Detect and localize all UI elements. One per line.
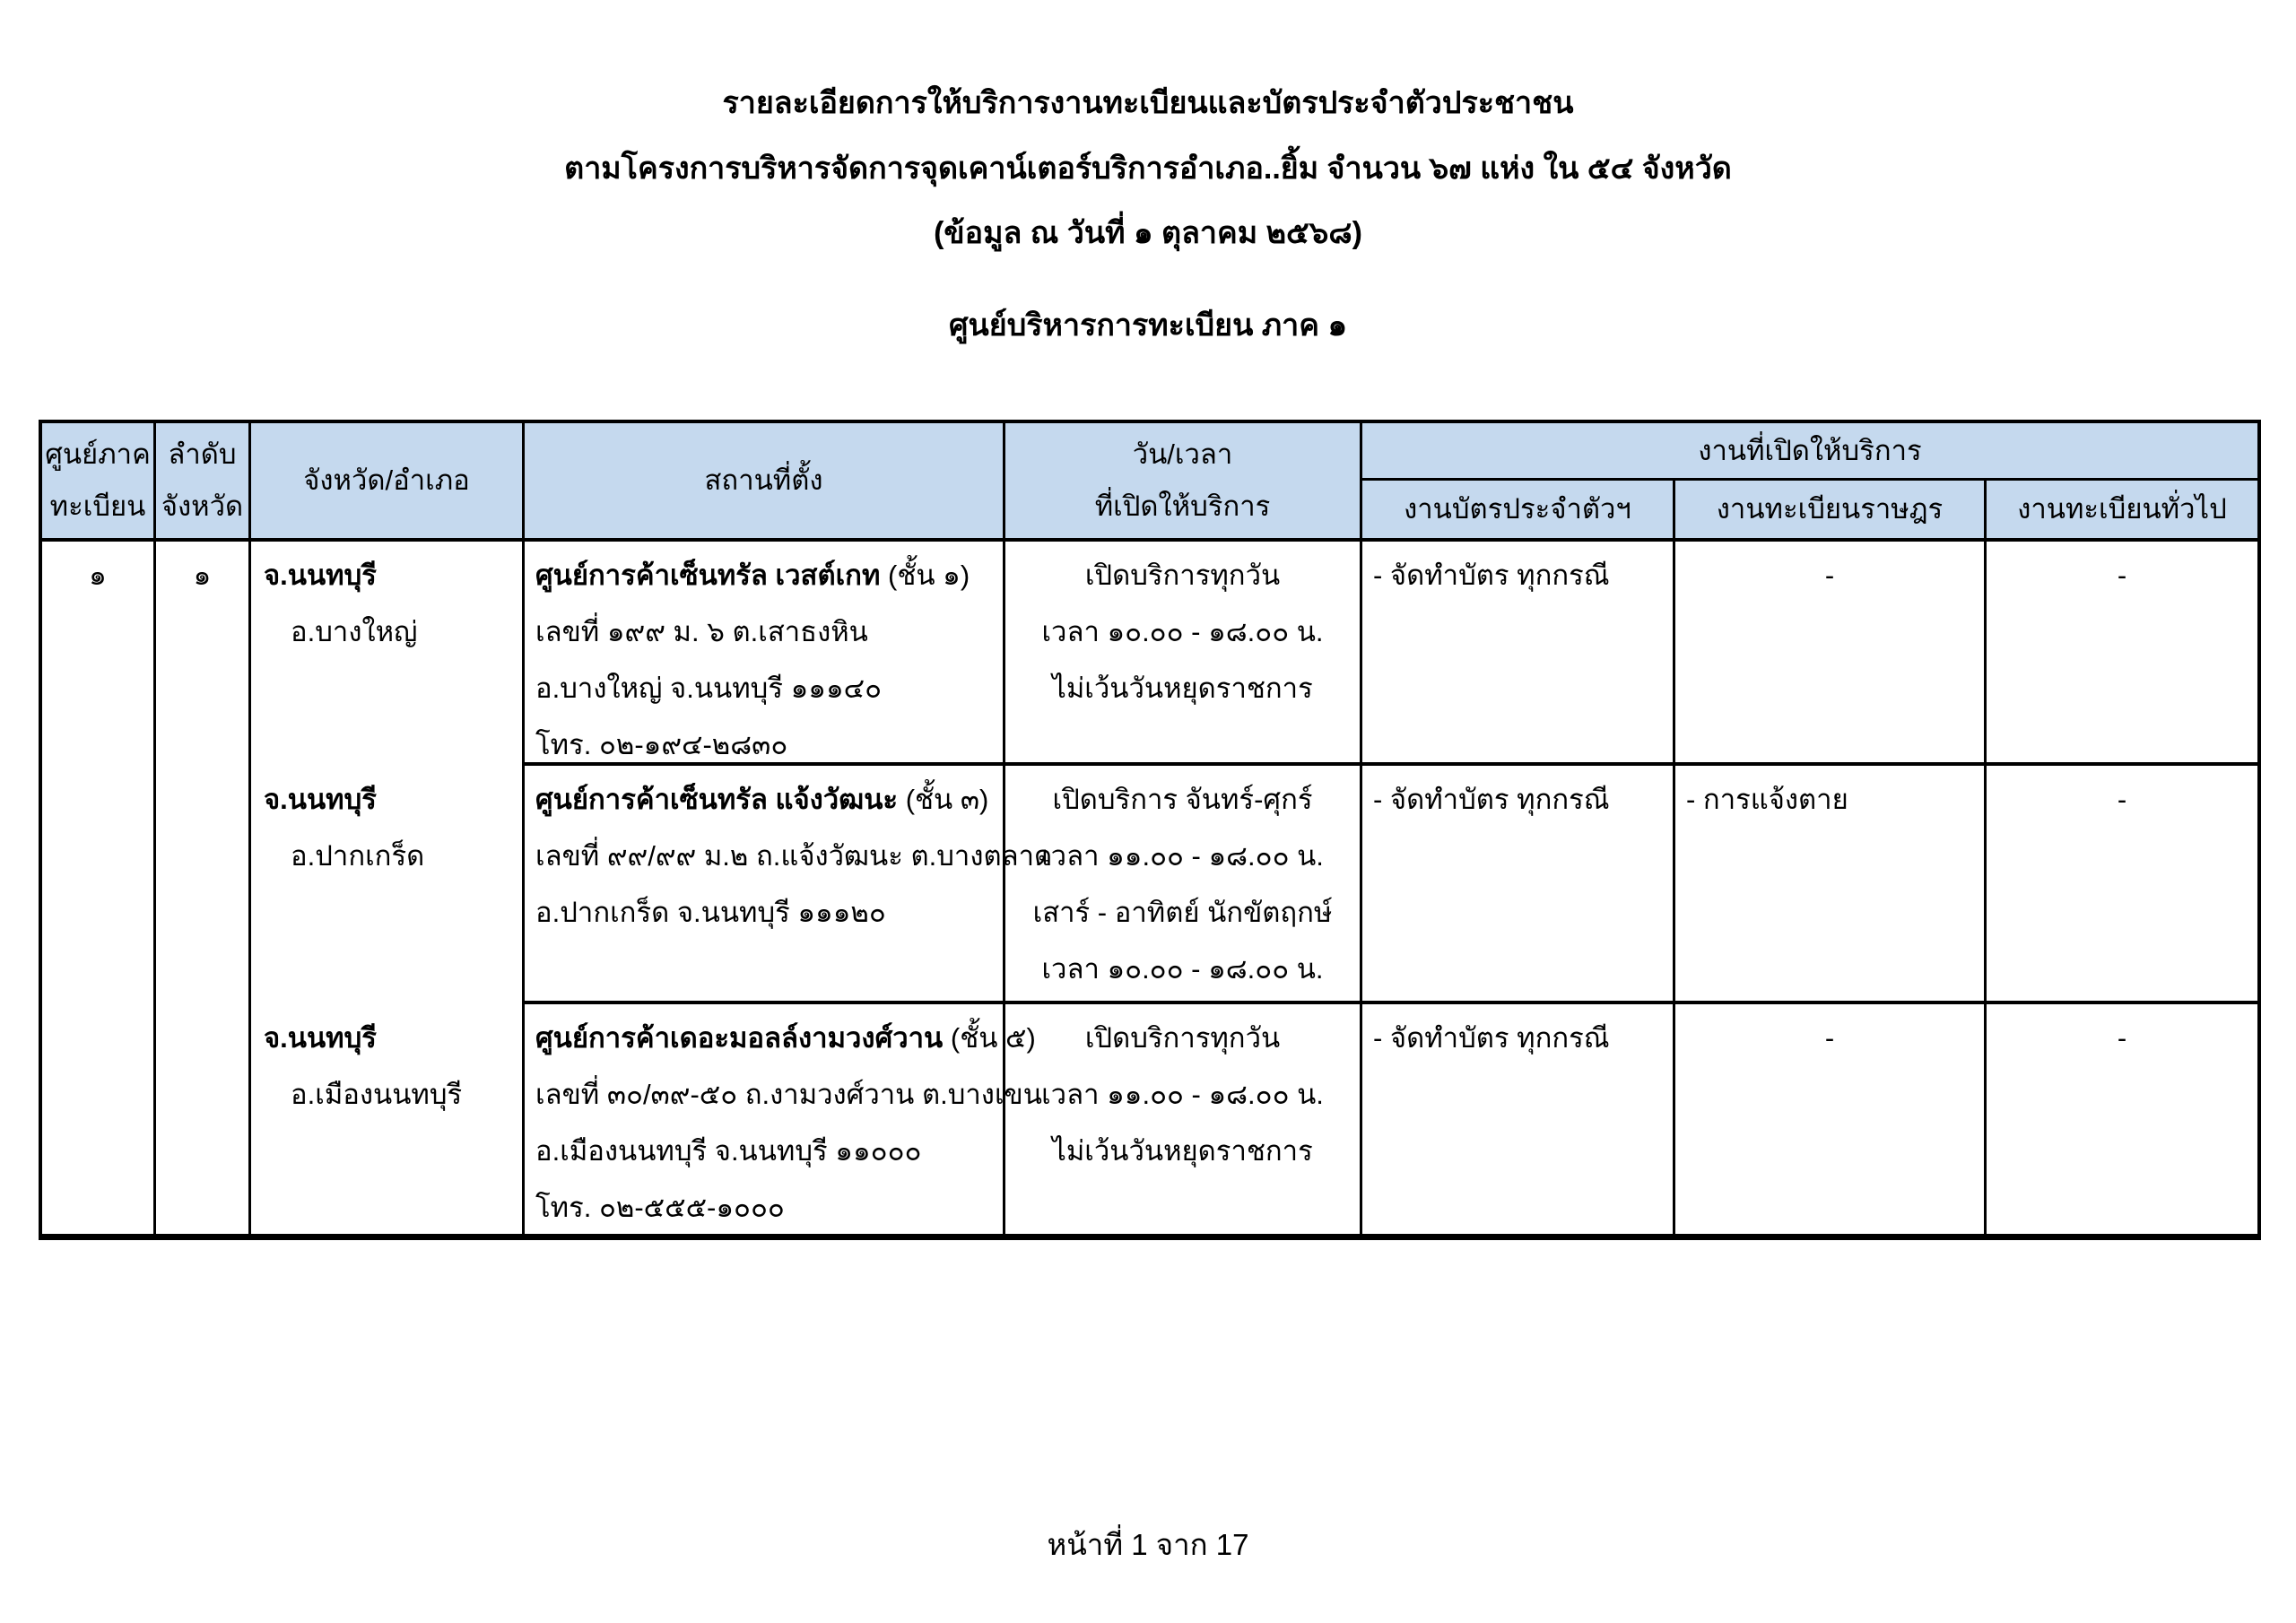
row-1-location-cell <box>525 542 1005 766</box>
row-1-location-name: ศูนย์การค้าเซ็นทรัล เวสต์เกท <box>535 560 881 591</box>
header-cell-datetime <box>1005 423 1362 542</box>
row-3-address-line1: เลขที่ ๓๐/๓๙-๕๐ ถ.งามวงศ์วาน ต.บางเขน <box>535 1079 1042 1110</box>
row-1-address-line1: เลขที่ ๑๙๙ ม. ๖ ต.เสาธงหิน <box>535 616 868 647</box>
row-2-general-reg-service-cell <box>1987 766 2257 1004</box>
region-center-number-cell <box>42 542 156 1234</box>
service-table <box>39 420 2261 1240</box>
row-2-id-card-service: - จัดทำบัตร ทุกกรณี <box>1373 784 1610 815</box>
row-2-civil-reg-service-cell <box>1675 766 1987 1004</box>
row-1-schedule-line3: ไม่เว้นวันหยุดราชการ <box>1052 673 1313 704</box>
row-3-province: จ.นนทบุรี <box>264 1022 377 1054</box>
row-1-schedule-line2: เวลา ๑๐.๐๐ - ๑๘.๐๐ น. <box>1041 616 1324 647</box>
row-3-schedule-line1: เปิดบริการทุกวัน <box>1084 1022 1281 1054</box>
row-3-district: อ.เมืองนนทบุรี <box>291 1079 463 1110</box>
row-2-schedule-cell <box>1005 766 1362 1004</box>
row-2-location-name: ศูนย์การค้าเซ็นทรัล แจ้งวัฒนะ <box>535 784 899 815</box>
row-3-schedule-line3: ไม่เว้นวันหยุดราชการ <box>1052 1135 1313 1167</box>
row-1-civil-reg-service-cell <box>1675 542 1987 766</box>
row-3-schedule-line2: เวลา ๑๑.๐๐ - ๑๘.๐๐ น. <box>1041 1079 1324 1110</box>
row-1-schedule-cell <box>1005 542 1362 766</box>
header-cell-region <box>42 423 156 542</box>
row-2-location-cell <box>525 766 1053 1004</box>
row-1-id-card-service-cell <box>1362 542 1675 766</box>
row-3-id-card-service-cell <box>1362 1004 1675 1234</box>
province-order-number: ๑ <box>193 560 212 591</box>
document-title-line-3: (ข้อมูล ณ วันที่ ๑ ตุลาคม ๒๕๖๘) <box>934 216 1362 250</box>
row-1-schedule-line1: เปิดบริการทุกวัน <box>1084 560 1281 591</box>
header-cell-location <box>525 423 1005 542</box>
header-datetime-line2: ที่เปิดให้บริการ <box>1094 490 1271 522</box>
row-2-address-line1: เลขที่ ๙๙/๙๙ ม.๒ ถ.แจ้งวัฒนะ ต.บางตลาด <box>535 840 1053 872</box>
header-cell-province-district <box>251 423 525 542</box>
header-region-line1: ศูนย์ภาค <box>45 438 151 470</box>
header-cell-service-civil-reg <box>1675 481 1987 542</box>
row-3-civil-reg-service: - <box>1824 1022 1835 1054</box>
header-datetime-line1: วัน/เวลา <box>1132 438 1233 470</box>
region-center-number: ๑ <box>89 560 107 591</box>
header-cell-service-id-card <box>1362 481 1675 542</box>
row-1-province: จ.นนทบุรี <box>264 560 377 591</box>
row-3-address-line3: โทร. ๐๒-๕๕๕-๑๐๐๐ <box>535 1192 785 1223</box>
header-province-district-label: จังหวัด/อำเภอ <box>303 464 470 496</box>
row-3-schedule-cell <box>1005 1004 1362 1234</box>
row-1-id-card-service: - จัดทำบัตร ทุกกรณี <box>1373 560 1610 591</box>
header-service-general-reg-label: งานทะเบียนทั่วไป <box>2017 493 2227 525</box>
row-3-id-card-service: - จัดทำบัตร ทุกกรณี <box>1373 1022 1610 1054</box>
row-3-location-floor: (ชั้น ๕) <box>950 1022 1036 1054</box>
document-subtitle: ศูนย์บริหารการทะเบียน ภาค ๑ <box>948 308 1348 343</box>
header-order-line1: ลำดับ <box>168 438 237 470</box>
row-1-address-line2: อ.บางใหญ่ จ.นนทบุรี ๑๑๑๔๐ <box>535 673 883 704</box>
row-2-province: จ.นนทบุรี <box>264 784 377 815</box>
row-2-schedule-line2: เวลา ๑๑.๐๐ - ๑๘.๐๐ น. <box>1041 840 1324 872</box>
row-2-schedule-line3: เสาร์ - อาทิตย์ นักขัตฤกษ์ <box>1032 897 1333 928</box>
row-1-district: อ.บางใหญ่ <box>291 616 418 647</box>
row-1-location-floor: (ชั้น ๑) <box>888 560 970 591</box>
header-service-id-card-label: งานบัตรประจำตัวฯ <box>1404 493 1631 525</box>
row-2-address-line2: อ.ปากเกร็ด จ.นนทบุรี ๑๑๑๒๐ <box>535 897 886 928</box>
document-title-line-2: ตามโครงการบริหารจัดการจุดเคาน์เตอร์บริการอำเภอ..ยิ้ม จำนวน ๖๗ แห่ง ใน ๕๔ จังหวัด <box>564 152 1732 186</box>
row-2-civil-reg-service: - การแจ้งตาย <box>1686 784 1848 815</box>
row-2-schedule-line1: เปิดบริการ จันทร์-ศุกร์ <box>1052 784 1313 815</box>
row-3-civil-reg-service-cell <box>1675 1004 1987 1234</box>
row-3-address-line2: อ.เมืองนนทบุรี จ.นนทบุรี ๑๑๐๐๐ <box>535 1135 922 1167</box>
row-3-general-reg-service: - <box>2117 1022 2127 1054</box>
row-1-province-district-cell <box>251 542 525 766</box>
header-order-line2: จังหวัด <box>161 490 244 522</box>
row-1-civil-reg-service: - <box>1824 560 1835 591</box>
row-1-general-reg-service-cell <box>1987 542 2257 766</box>
row-1-address-line3: โทร. ๐๒-๑๙๔-๒๘๓๐ <box>535 729 788 760</box>
row-2-schedule-line4: เวลา ๑๐.๐๐ - ๑๘.๐๐ น. <box>1041 953 1324 985</box>
row-2-id-card-service-cell <box>1362 766 1675 1004</box>
row-2-district: อ.ปากเกร็ด <box>291 840 425 872</box>
page-number-footer: หน้าที่ 1 จาก 17 <box>1047 1528 1249 1561</box>
header-cell-order <box>156 423 251 542</box>
document-title-line-1: รายละเอียดการให้บริการงานทะเบียนและบัตรประจำตัวประชาชน <box>722 86 1574 120</box>
row-3-location-cell <box>525 1004 1042 1234</box>
header-region-line2: ทะเบียน <box>49 490 146 522</box>
row-2-province-district-cell <box>251 766 525 1004</box>
header-location-label: สถานที่ตั้ง <box>704 464 823 496</box>
header-cell-services-group <box>1362 423 2257 481</box>
row-2-location-floor: (ชั้น ๓) <box>905 784 989 815</box>
row-3-province-district-cell <box>251 1004 525 1234</box>
row-2-general-reg-service: - <box>2117 784 2127 815</box>
header-services-group-label: งานที่เปิดให้บริการ <box>1698 434 1922 466</box>
row-1-general-reg-service: - <box>2117 560 2127 591</box>
row-3-location-name: ศูนย์การค้าเดอะมอลล์งามวงศ์วาน <box>535 1022 944 1054</box>
row-3-general-reg-service-cell <box>1987 1004 2257 1234</box>
province-order-number-cell <box>156 542 251 1234</box>
header-cell-service-general-reg <box>1987 481 2257 542</box>
header-service-civil-reg-label: งานทะเบียนราษฎร <box>1716 493 1944 525</box>
